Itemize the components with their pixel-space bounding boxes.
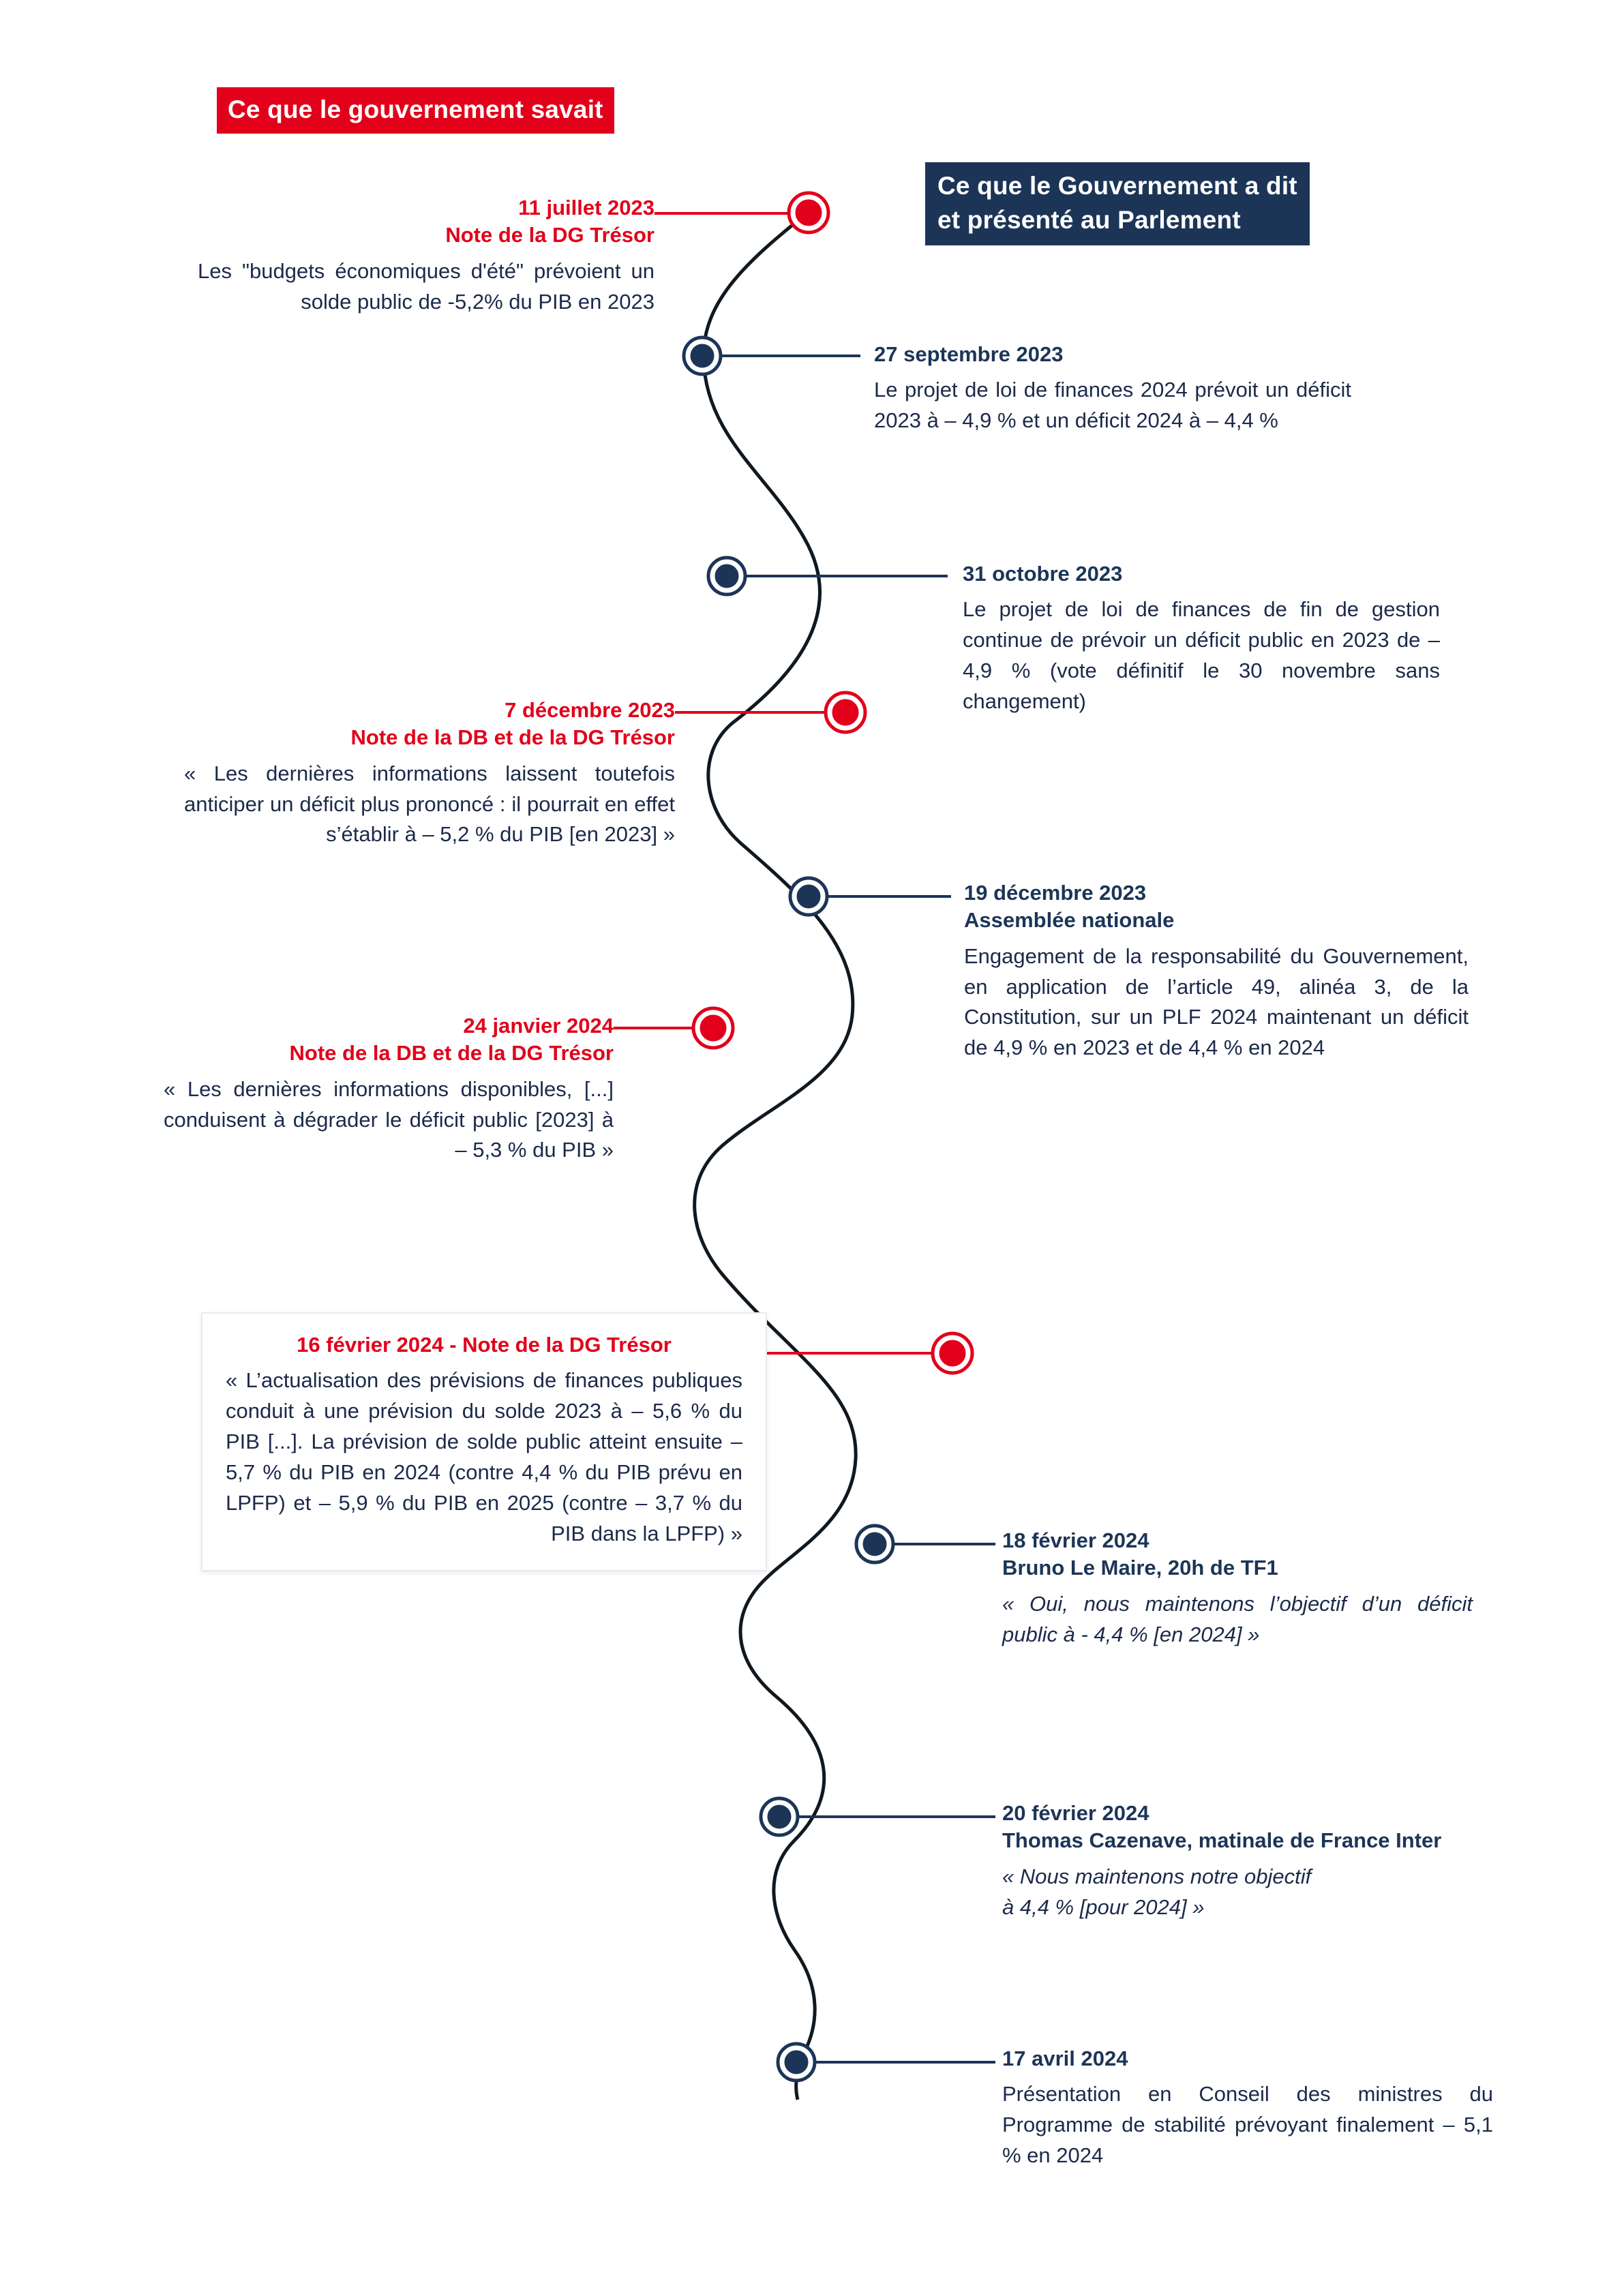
node-2023-12-07 xyxy=(829,696,862,729)
event-2023-12-19 xyxy=(964,879,1469,1063)
event-title: 31 octobre 2023 xyxy=(963,562,1123,586)
node-2023-12-19 xyxy=(794,881,824,911)
event-title: 24 janvier 2024 Note de la DB et de la DG Trésor xyxy=(289,1014,614,1066)
event-title: 19 décembre 2023 Assemblée nationale xyxy=(964,881,1175,933)
node-2023-10-31 xyxy=(712,561,742,591)
event-body: Présentation en Conseil des ministres du Programme de stabilité prévoyant finalement – 5,1 % en 2024 xyxy=(1002,2082,1493,2168)
event-body: Les "budgets économiques d'été" prévoient un solde public de -5,2% du PIB en 2023 xyxy=(198,258,655,314)
event-2023-07-11 xyxy=(198,194,655,317)
node-2023-09-27 xyxy=(687,341,717,371)
event-body: Le projet de loi de finances 2024 prévoit un déficit 2023 à – 4,9 % et un déficit 2024 à – 4,4 % xyxy=(874,378,1351,433)
header-right-line1: Ce que le Gouvernement a dit xyxy=(937,172,1297,200)
header-left-label: Ce que le gouvernement savait xyxy=(217,87,614,134)
node-2023-07-11 xyxy=(792,196,825,229)
event-title: 16 février 2024 - Note de la DG Trésor xyxy=(297,1333,672,1357)
event-title: 11 juillet 2023 Note de la DG Trésor xyxy=(445,196,655,247)
header-right-line2: et présenté au Parlement xyxy=(937,205,1241,234)
node-2024-02-18 xyxy=(860,1529,890,1559)
event-2023-10-31 xyxy=(963,560,1440,717)
timeline-spine xyxy=(695,211,856,2100)
node-2024-04-17 xyxy=(781,2047,811,2077)
event-2024-02-20 xyxy=(1002,1800,1568,1922)
event-body: « Oui, nous maintenons l’objectif d’un déficit public à - 4,4 % [en 2024] » xyxy=(1002,1591,1473,1646)
event-2024-02-18 xyxy=(1002,1527,1473,1650)
event-2023-12-07 xyxy=(184,697,675,850)
header-right-label xyxy=(925,162,1310,245)
node-2024-02-20 xyxy=(764,1802,794,1832)
event-title: 17 avril 2024 xyxy=(1002,2046,1128,2070)
event-body: Le projet de loi de finances de fin de gestion continue de prévoir un déficit public en 2023 de – 4,9 % (vote définitif le 30 novembre sans changement) xyxy=(963,597,1440,714)
event-title: 18 février 2024 Bruno Le Maire, 20h de TF1 xyxy=(1002,1528,1278,1580)
event-title: 20 février 2024 Thomas Cazenave, matinale de France Inter xyxy=(1002,1801,1442,1853)
event-2024-04-17 xyxy=(1002,2045,1493,2171)
event-body: « Les dernières informations laissent toutefois anticiper un déficit plus prononcé : il pourrait en effet s’établir à – 5,2 % du PIB [en 2023] » xyxy=(184,761,675,847)
node-2024-01-24 xyxy=(697,1012,730,1044)
node-2024-02-16 xyxy=(936,1337,969,1370)
event-body: « L’actualisation des prévisions de finances publiques conduit à une prévision du solde 2023 à – 5,6 % du PIB [...]. La prévision de solde public atteint ensuite – 5,7 % du PIB en 2024 (contre 4,4 % du PIB prévu en LPFP) et – 5,9 % du PIB en 2025 (contre – 3,7 % du PIB dans la LPFP) » xyxy=(226,1368,742,1545)
event-2024-02-16 xyxy=(201,1312,767,1571)
event-2024-01-24 xyxy=(164,1012,614,1166)
event-body: Engagement de la responsabilité du Gouvernement, en application de l’article 49, alinéa 3, de la Constitution, sur un PLF 2024 maintenant un déficit de 4,9 % en 2023 et de 4,4 % en 2024 xyxy=(964,943,1469,1060)
event-body: « Les dernières informations disponibles, [...] conduisent à dégrader le déficit public [2023] à – 5,3 % du PIB » xyxy=(164,1076,614,1162)
event-title: 27 septembre 2023 xyxy=(874,342,1064,366)
event-2023-09-27 xyxy=(874,341,1351,436)
event-title: 7 décembre 2023 Note de la DB et de la DG Trésor xyxy=(350,698,675,750)
event-body: « Nous maintenons notre objectif à 4,4 % [pour 2024] » xyxy=(1002,1864,1312,1919)
